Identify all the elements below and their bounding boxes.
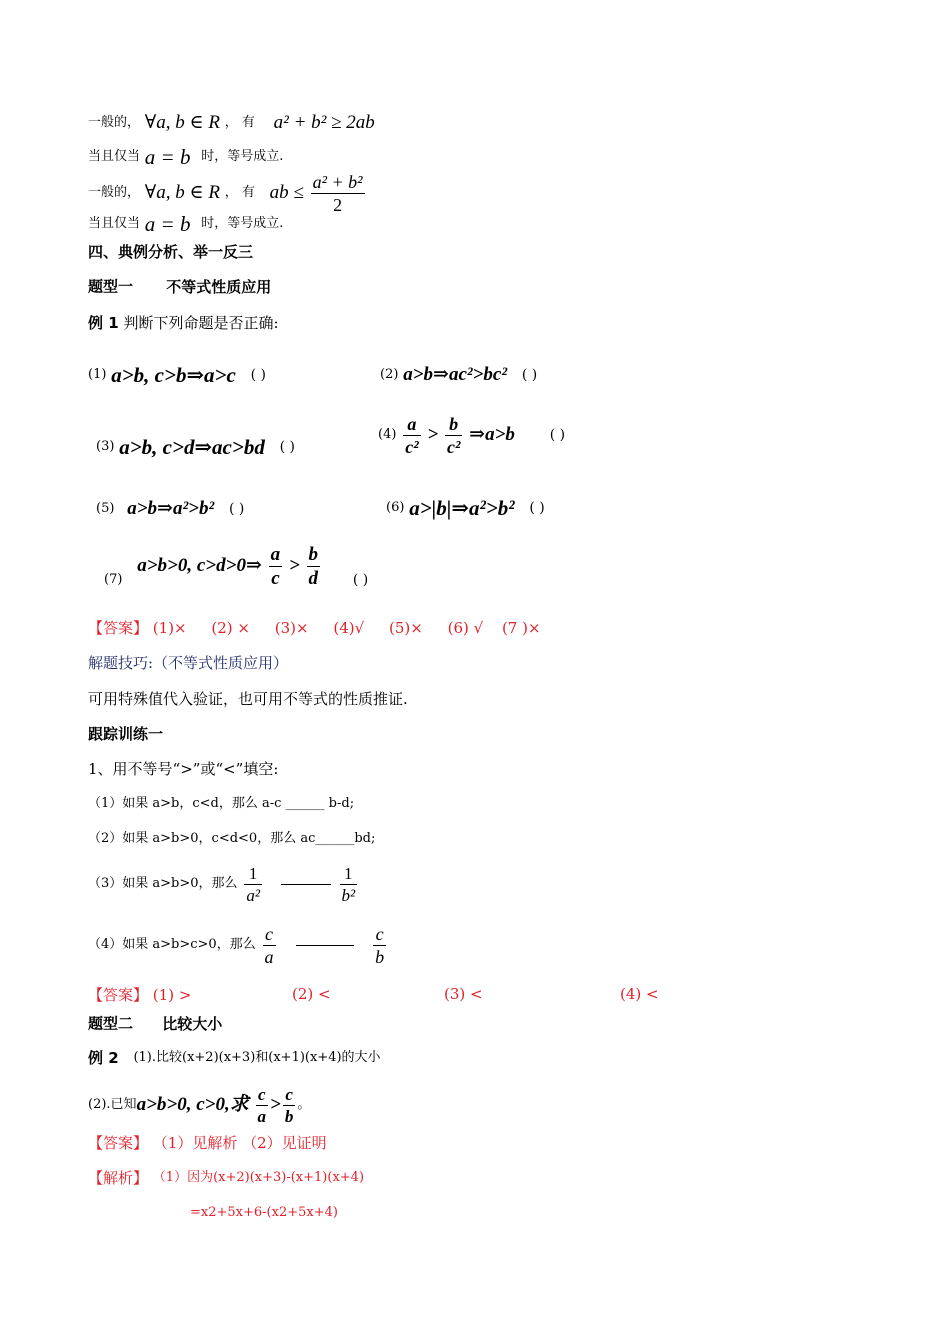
item-expression-pre: a> bbox=[409, 496, 432, 520]
fraction-numerator: 1 bbox=[340, 865, 358, 885]
item-7 bbox=[104, 540, 368, 591]
example2-q1: (1).比较(x+2)(x+3)和(x+1)(x+4)的大小 bbox=[133, 1050, 381, 1065]
answer-4: (4)√ bbox=[333, 619, 365, 637]
analysis-label: 【解析】 bbox=[88, 1169, 149, 1187]
forall-expression: ∀a, b ∈ R bbox=[144, 182, 220, 203]
practice1-intro: 1、用不等号“>”或“<”填空: bbox=[88, 760, 279, 778]
intro-text: 一般的， bbox=[88, 185, 141, 200]
analysis-line-2: =x2+5x+6-(x2+5x+4) bbox=[190, 1205, 338, 1220]
item-6 bbox=[386, 492, 545, 523]
fraction-numerator: a² + b² bbox=[312, 171, 363, 192]
answer-3: (3)× bbox=[274, 619, 309, 637]
fraction-denominator: a bbox=[257, 1106, 267, 1126]
example2-label: 例 2 bbox=[88, 1049, 119, 1067]
item-5 bbox=[96, 494, 244, 523]
answer-2: (2) < bbox=[292, 985, 331, 1003]
fill-blank bbox=[296, 945, 354, 946]
practice1-title: 跟踪训练一 bbox=[88, 725, 164, 743]
intro-have: ， 有 bbox=[224, 185, 255, 200]
fraction-numerator: b bbox=[308, 543, 319, 565]
item-expression: a>b⇒a²>b² bbox=[127, 498, 215, 519]
example2-line bbox=[88, 1047, 381, 1068]
q3-text: （3）如果 a>b>0，那么 bbox=[88, 876, 238, 891]
tip-label: 解题技巧:（不等式性质应用） bbox=[88, 654, 289, 672]
answer-4: (4) < bbox=[620, 985, 659, 1003]
item-4 bbox=[378, 408, 565, 461]
equality-expression: a = b bbox=[144, 145, 191, 169]
equality-expression: a = b bbox=[144, 212, 191, 236]
answer-paren: ( ) bbox=[521, 367, 538, 383]
fraction-numerator: 1 bbox=[244, 865, 262, 885]
item-expression: a>b, c>b⇒a>c bbox=[111, 363, 236, 387]
fraction-a-over-c2 bbox=[403, 415, 420, 456]
answer-3: (3) < bbox=[444, 985, 483, 1003]
item-expression: ⇒a>b bbox=[469, 424, 515, 445]
practice1-q4 bbox=[88, 921, 388, 968]
q4-text: （4）如果 a>b>c>0，那么 bbox=[88, 937, 256, 952]
gt-sign: > bbox=[427, 424, 439, 445]
practice1-q2: （2）如果 a>b>0，c<d<0，那么 ac______bd; bbox=[88, 831, 376, 846]
example1-label: 例 1 bbox=[88, 314, 119, 332]
analysis-line-1: （1）因为(x+2)(x+3)-(x+1)(x+4) bbox=[152, 1170, 365, 1185]
fraction-numerator: c bbox=[283, 1086, 296, 1106]
item-expression-post: ⇒a²>b² bbox=[451, 496, 515, 520]
fraction-denominator: d bbox=[308, 567, 319, 589]
intro-line-4 bbox=[88, 213, 283, 234]
item-number: (4) bbox=[378, 427, 397, 442]
answer-label: 【答案】 bbox=[88, 986, 149, 1004]
fraction-b-over-d bbox=[307, 545, 321, 588]
fraction-numerator: c bbox=[256, 1086, 269, 1106]
fraction-denominator: c bbox=[271, 567, 280, 589]
fraction-denominator: a² bbox=[246, 885, 260, 905]
item-expression: a>b, c>d⇒ac>bd bbox=[119, 435, 265, 459]
practice1-answer-line bbox=[88, 984, 688, 1005]
answer-paren: ( ) bbox=[549, 427, 566, 443]
q2-qiu: 求 bbox=[229, 1094, 249, 1115]
example1-line bbox=[88, 312, 279, 333]
example2-q2 bbox=[88, 1082, 310, 1127]
fraction-numerator: b bbox=[445, 415, 462, 436]
q2-expression: a>b>0, c>0, bbox=[136, 1094, 230, 1115]
gt-sign: > bbox=[288, 555, 300, 576]
item-number: (3) bbox=[96, 439, 115, 454]
item-number: (6) bbox=[386, 500, 405, 515]
condition-text: 当且仅当 bbox=[88, 149, 141, 164]
fraction-1-over-b2 bbox=[340, 865, 358, 904]
fraction-c-over-a bbox=[263, 925, 276, 966]
fraction-c-over-a bbox=[256, 1086, 269, 1125]
fraction bbox=[311, 173, 365, 214]
fraction-denominator: b bbox=[375, 946, 385, 967]
fraction-c-over-b bbox=[283, 1086, 296, 1125]
answer-text: （1）见解析 （2）见证明 bbox=[152, 1134, 327, 1152]
fraction-denominator: b² bbox=[341, 885, 356, 905]
fraction-numerator: a bbox=[403, 415, 420, 436]
q2-end: 。 bbox=[297, 1097, 311, 1112]
section-heading: 四、典例分析、举一反三 bbox=[88, 243, 254, 261]
gt-sign: > bbox=[270, 1094, 281, 1115]
item-number: (2) bbox=[380, 367, 399, 382]
fraction-numerator: a bbox=[270, 543, 281, 565]
answer-1: (1) > bbox=[152, 986, 192, 1004]
answer-paren: ( ) bbox=[279, 439, 295, 455]
fill-blank bbox=[281, 884, 331, 885]
item-1 bbox=[88, 360, 266, 389]
q2-text: (2).已知 bbox=[88, 1097, 137, 1112]
intro-line-1 bbox=[88, 112, 375, 133]
ineq-expression: a² + b² ≥ 2ab bbox=[273, 112, 375, 133]
fraction-denominator: a bbox=[264, 946, 274, 967]
type2-answer-line bbox=[88, 1132, 327, 1153]
fraction-b-over-c2 bbox=[445, 415, 462, 456]
type2-analysis-line bbox=[88, 1167, 364, 1188]
fraction-denominator: c² bbox=[405, 436, 419, 457]
answer-paren: ( ) bbox=[250, 367, 266, 383]
fraction-a-over-c bbox=[269, 545, 283, 588]
fraction-denominator: c² bbox=[446, 436, 461, 457]
practice1-q1: （1）如果 a>b，c<d，那么 a-c ______ b-d; bbox=[88, 796, 355, 811]
answer-2: (2) × bbox=[211, 619, 250, 637]
answer-6: (6) √ bbox=[447, 619, 484, 637]
item-expression-abs: |b| bbox=[431, 496, 452, 520]
answer-paren: ( ) bbox=[352, 572, 369, 588]
fraction-c-over-b bbox=[373, 925, 386, 966]
answer-7: (7 )× bbox=[501, 619, 541, 637]
intro-text: 一般的， bbox=[88, 115, 141, 130]
answer-1: (1)× bbox=[152, 619, 187, 637]
condition-post: 时，等号成立. bbox=[201, 149, 284, 164]
example1-text: 判断下列命题是否正确: bbox=[123, 314, 279, 332]
type2-heading bbox=[88, 1013, 222, 1034]
forall-expression: ∀a, b ∈ R bbox=[144, 112, 220, 133]
type2-name: 比较大小 bbox=[162, 1014, 223, 1033]
condition-text: 当且仅当 bbox=[88, 216, 141, 231]
item-expression: a>b⇒ac²>bc² bbox=[403, 364, 508, 385]
tip-text: 可用特殊值代入验证，也可用不等式的性质推证. bbox=[88, 690, 408, 708]
fraction-numerator: c bbox=[263, 925, 276, 946]
item-2 bbox=[380, 360, 537, 389]
answer-5: (5)× bbox=[388, 619, 423, 637]
type2-title: 题型二 bbox=[88, 1014, 134, 1033]
item-number: (7) bbox=[104, 572, 123, 587]
type1-title: 题型一 bbox=[88, 277, 134, 296]
fraction-denominator: 2 bbox=[333, 194, 343, 215]
answer-paren: ( ) bbox=[529, 500, 545, 516]
answer-paren: ( ) bbox=[228, 501, 245, 517]
answer-label: 【答案】 bbox=[88, 1134, 149, 1152]
ineq-lhs: ab ≤ bbox=[269, 182, 304, 203]
item-3 bbox=[96, 432, 295, 461]
item-expression: a>b>0, c>d>0⇒ bbox=[137, 555, 262, 576]
fraction-numerator: c bbox=[373, 925, 386, 946]
intro-have: ， 有 bbox=[224, 115, 255, 130]
intro-line-3 bbox=[88, 170, 367, 215]
type1-name: 不等式性质应用 bbox=[166, 277, 272, 296]
fraction-1-over-a2 bbox=[244, 865, 262, 904]
item-number: (5) bbox=[96, 501, 115, 516]
item-number: (1) bbox=[88, 367, 107, 382]
type1-answer-line bbox=[88, 617, 541, 638]
answer-label: 【答案】 bbox=[88, 619, 149, 637]
practice1-q3 bbox=[88, 860, 359, 907]
intro-line-2 bbox=[88, 146, 283, 167]
type1-heading bbox=[88, 276, 271, 297]
fraction-denominator: b bbox=[284, 1106, 294, 1126]
condition-post: 时，等号成立. bbox=[201, 216, 284, 231]
